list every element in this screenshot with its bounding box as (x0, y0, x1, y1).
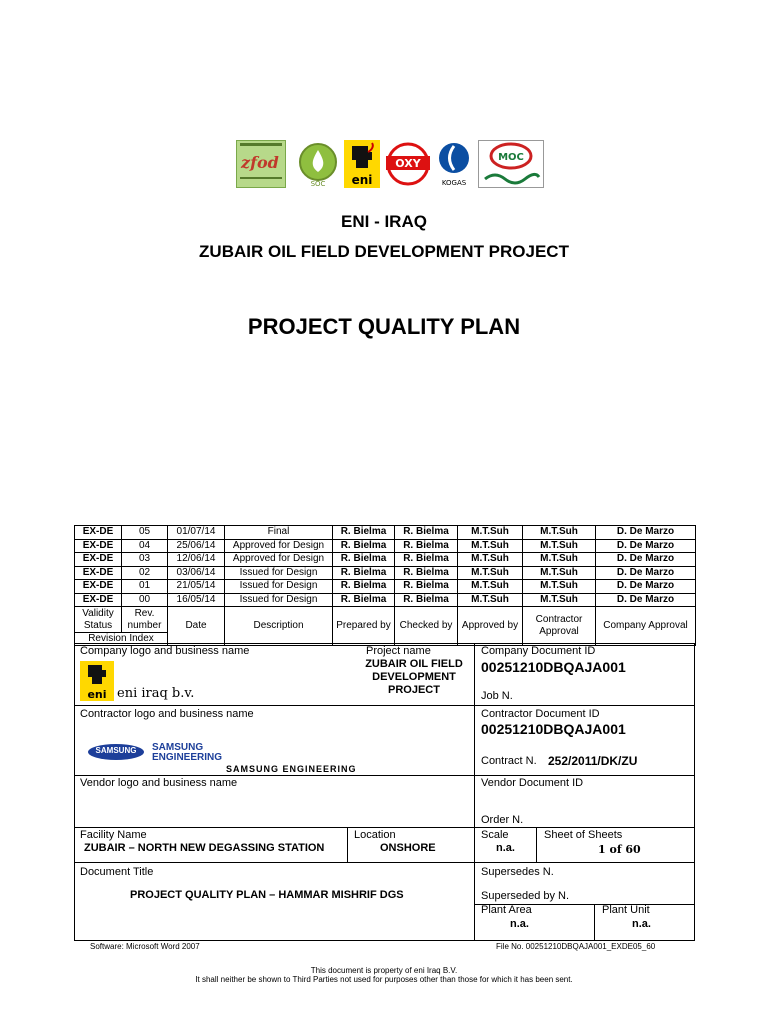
revision-cell: R. Bielma (395, 539, 458, 553)
supersedes-label: Supersedes N. (481, 866, 554, 878)
rev-header-validity: Validity Status (75, 607, 122, 633)
contract-number: 252/2011/DK/ZU (548, 754, 638, 768)
revision-cell: D. De Marzo (596, 553, 696, 567)
revision-cell: 21/05/14 (168, 580, 225, 594)
revision-cell: M.T.Suh (523, 539, 596, 553)
revision-cell: D. De Marzo (596, 526, 696, 540)
revision-row (75, 566, 696, 580)
samsung-logo (88, 744, 144, 760)
kogas-logo (434, 140, 474, 188)
revision-cell: R. Bielma (333, 580, 395, 594)
moc-logo-text: MOC (498, 152, 524, 163)
revision-row (75, 553, 696, 567)
contractor-doc-label: Contractor Document ID (481, 708, 600, 720)
file-number: File No. 00251210DBQAJA001_EXDE05_60 (496, 942, 656, 951)
oxy-logo (386, 140, 430, 188)
revision-cell: R. Bielma (333, 593, 395, 607)
revision-cell: 12/06/14 (168, 553, 225, 567)
revision-cell: 02 (122, 566, 168, 580)
revision-cell: EX-DE (75, 553, 122, 567)
revision-cell: M.T.Suh (523, 593, 596, 607)
property-notice: This document is property of eni Iraq B.V. (310, 966, 458, 975)
revision-cell: R. Bielma (333, 526, 395, 540)
location-label: Location (354, 829, 396, 841)
company-name: eni iraq b.v. (117, 686, 195, 701)
eni-logo-text: eni (351, 173, 373, 187)
header-line-2: ZUBAIR OIL FIELD DEVELOPMENT PROJECT (199, 242, 569, 261)
revision-cell: D. De Marzo (596, 593, 696, 607)
revision-cell: R. Bielma (395, 580, 458, 594)
revision-cell: EX-DE (75, 539, 122, 553)
revision-cell: R. Bielma (333, 539, 395, 553)
eni-small-logo (80, 661, 114, 701)
scale-value: n.a. (496, 842, 515, 854)
company-doc-label: Company Document ID (481, 645, 596, 657)
samsung-line-1: SAMSUNG (152, 742, 204, 753)
project-name-label: Project name (366, 645, 431, 657)
contractor-logo-label: Contractor logo and business name (80, 708, 254, 720)
superseded-label: Superseded by N. (481, 890, 570, 902)
project-name: ZUBAIR OIL FIELD DEVELOPMENT PROJECT (365, 658, 463, 696)
zfod-logo-text: zfod (241, 153, 279, 172)
revision-cell: Issued for Design (225, 580, 333, 594)
revision-cell: M.T.Suh (523, 553, 596, 567)
confidentiality-notice: It shall neither be shown to Third Parties not used for purposes other than those for which it has been sent. (195, 975, 573, 984)
revision-cell: Issued for Design (225, 593, 333, 607)
company-doc-id: 00251210DBQAJA001 (481, 659, 626, 675)
plant-unit-value: n.a. (632, 918, 651, 930)
rev-header-rev: Rev. number (122, 607, 168, 633)
moc-logo (478, 140, 544, 188)
doc-title-value: PROJECT QUALITY PLAN – HAMMAR MISHRIF DGS (130, 889, 404, 901)
revision-cell: 03/06/14 (168, 566, 225, 580)
revision-cell: EX-DE (75, 566, 122, 580)
contractor-doc-id: 00251210DBQAJA001 (481, 721, 626, 737)
revision-cell: M.T.Suh (523, 580, 596, 594)
revision-cell: R. Bielma (333, 566, 395, 580)
facility-name: ZUBAIR – NORTH NEW DEGASSING STATION (84, 842, 325, 854)
revision-cell: R. Bielma (395, 526, 458, 540)
contractor-name: SAMSUNG ENGINEERING (226, 764, 357, 774)
rev-header-prepared: Prepared by (333, 607, 395, 646)
revision-cell: M.T.Suh (458, 580, 523, 594)
rev-header-description: Description (225, 607, 333, 646)
scale-label: Scale (481, 829, 509, 841)
samsung-line-2: ENGINEERING (152, 752, 223, 763)
revision-cell: M.T.Suh (458, 526, 523, 540)
revision-cell: D. De Marzo (596, 539, 696, 553)
zfod-logo (236, 140, 286, 188)
plant-unit-label: Plant Unit (602, 904, 650, 916)
rev-header-contractor: Contractor Approval (523, 607, 596, 646)
rev-header-date: Date (168, 607, 225, 646)
revision-cell: 01 (122, 580, 168, 594)
vendor-doc-label: Vendor Document ID (481, 777, 584, 789)
revision-cell: M.T.Suh (523, 566, 596, 580)
revision-cell: M.T.Suh (458, 553, 523, 567)
revision-cell: 25/06/14 (168, 539, 225, 553)
order-label: Order N. (481, 814, 524, 826)
eni-logo (344, 140, 380, 188)
sheet-value: 1 of 60 (598, 843, 641, 856)
rev-header-approved: Approved by (458, 607, 523, 646)
revision-cell: R. Bielma (333, 553, 395, 567)
rev-header-company: Company Approval (596, 607, 696, 646)
revision-cell: M.T.Suh (458, 539, 523, 553)
doc-title-label: Document Title (80, 866, 154, 878)
revision-table (74, 525, 696, 646)
software-note: Software: Microsoft Word 2007 (90, 942, 200, 951)
revision-cell: 00 (122, 593, 168, 607)
revision-cell: Final (225, 526, 333, 540)
samsung-logo-text: SAMSUNG (95, 746, 137, 755)
revision-row (75, 593, 696, 607)
revision-cell: 03 (122, 553, 168, 567)
facility-label: Facility Name (80, 829, 147, 841)
header-line-1: ENI - IRAQ (341, 212, 427, 231)
samsung-engineering-logo-text (152, 743, 222, 763)
revision-row (75, 539, 696, 553)
revision-cell: R. Bielma (395, 593, 458, 607)
revision-cell: R. Bielma (395, 553, 458, 567)
rev-header-checked: Checked by (395, 607, 458, 646)
plant-area-value: n.a. (510, 918, 529, 930)
job-label: Job N. (481, 690, 513, 702)
revision-cell: Approved for Design (225, 553, 333, 567)
plant-area-label: Plant Area (481, 904, 532, 916)
revision-cell: EX-DE (75, 526, 122, 540)
sheet-label: Sheet of Sheets (544, 829, 623, 841)
document-title: PROJECT QUALITY PLAN (247, 314, 521, 339)
eni-small-logo-text: eni (87, 688, 107, 701)
revision-cell: D. De Marzo (596, 580, 696, 594)
revision-cell: Issued for Design (225, 566, 333, 580)
soc-logo-text: SOC (310, 180, 326, 188)
revision-cell: Approved for Design (225, 539, 333, 553)
revision-row (75, 526, 696, 540)
revision-cell: 05 (122, 526, 168, 540)
revision-cell: 01/07/14 (168, 526, 225, 540)
soc-logo (294, 140, 342, 188)
revision-cell: 04 (122, 539, 168, 553)
revision-cell: 16/05/14 (168, 593, 225, 607)
revision-cell: EX-DE (75, 593, 122, 607)
revision-cell: M.T.Suh (458, 593, 523, 607)
revision-cell: D. De Marzo (596, 566, 696, 580)
revision-cell: R. Bielma (395, 566, 458, 580)
rev-header-index: Revision Index (75, 633, 168, 646)
location-value: ONSHORE (380, 842, 436, 854)
kogas-logo-text: KOGAS (441, 179, 467, 187)
contract-label: Contract N. (481, 755, 537, 767)
revision-cell: M.T.Suh (458, 566, 523, 580)
revision-cell: EX-DE (75, 580, 122, 594)
company-logo-label: Company logo and business name (80, 645, 250, 657)
oxy-logo-text: OXY (395, 157, 421, 170)
vendor-logo-label: Vendor logo and business name (80, 777, 238, 789)
revision-row (75, 580, 696, 594)
revision-cell: M.T.Suh (523, 526, 596, 540)
